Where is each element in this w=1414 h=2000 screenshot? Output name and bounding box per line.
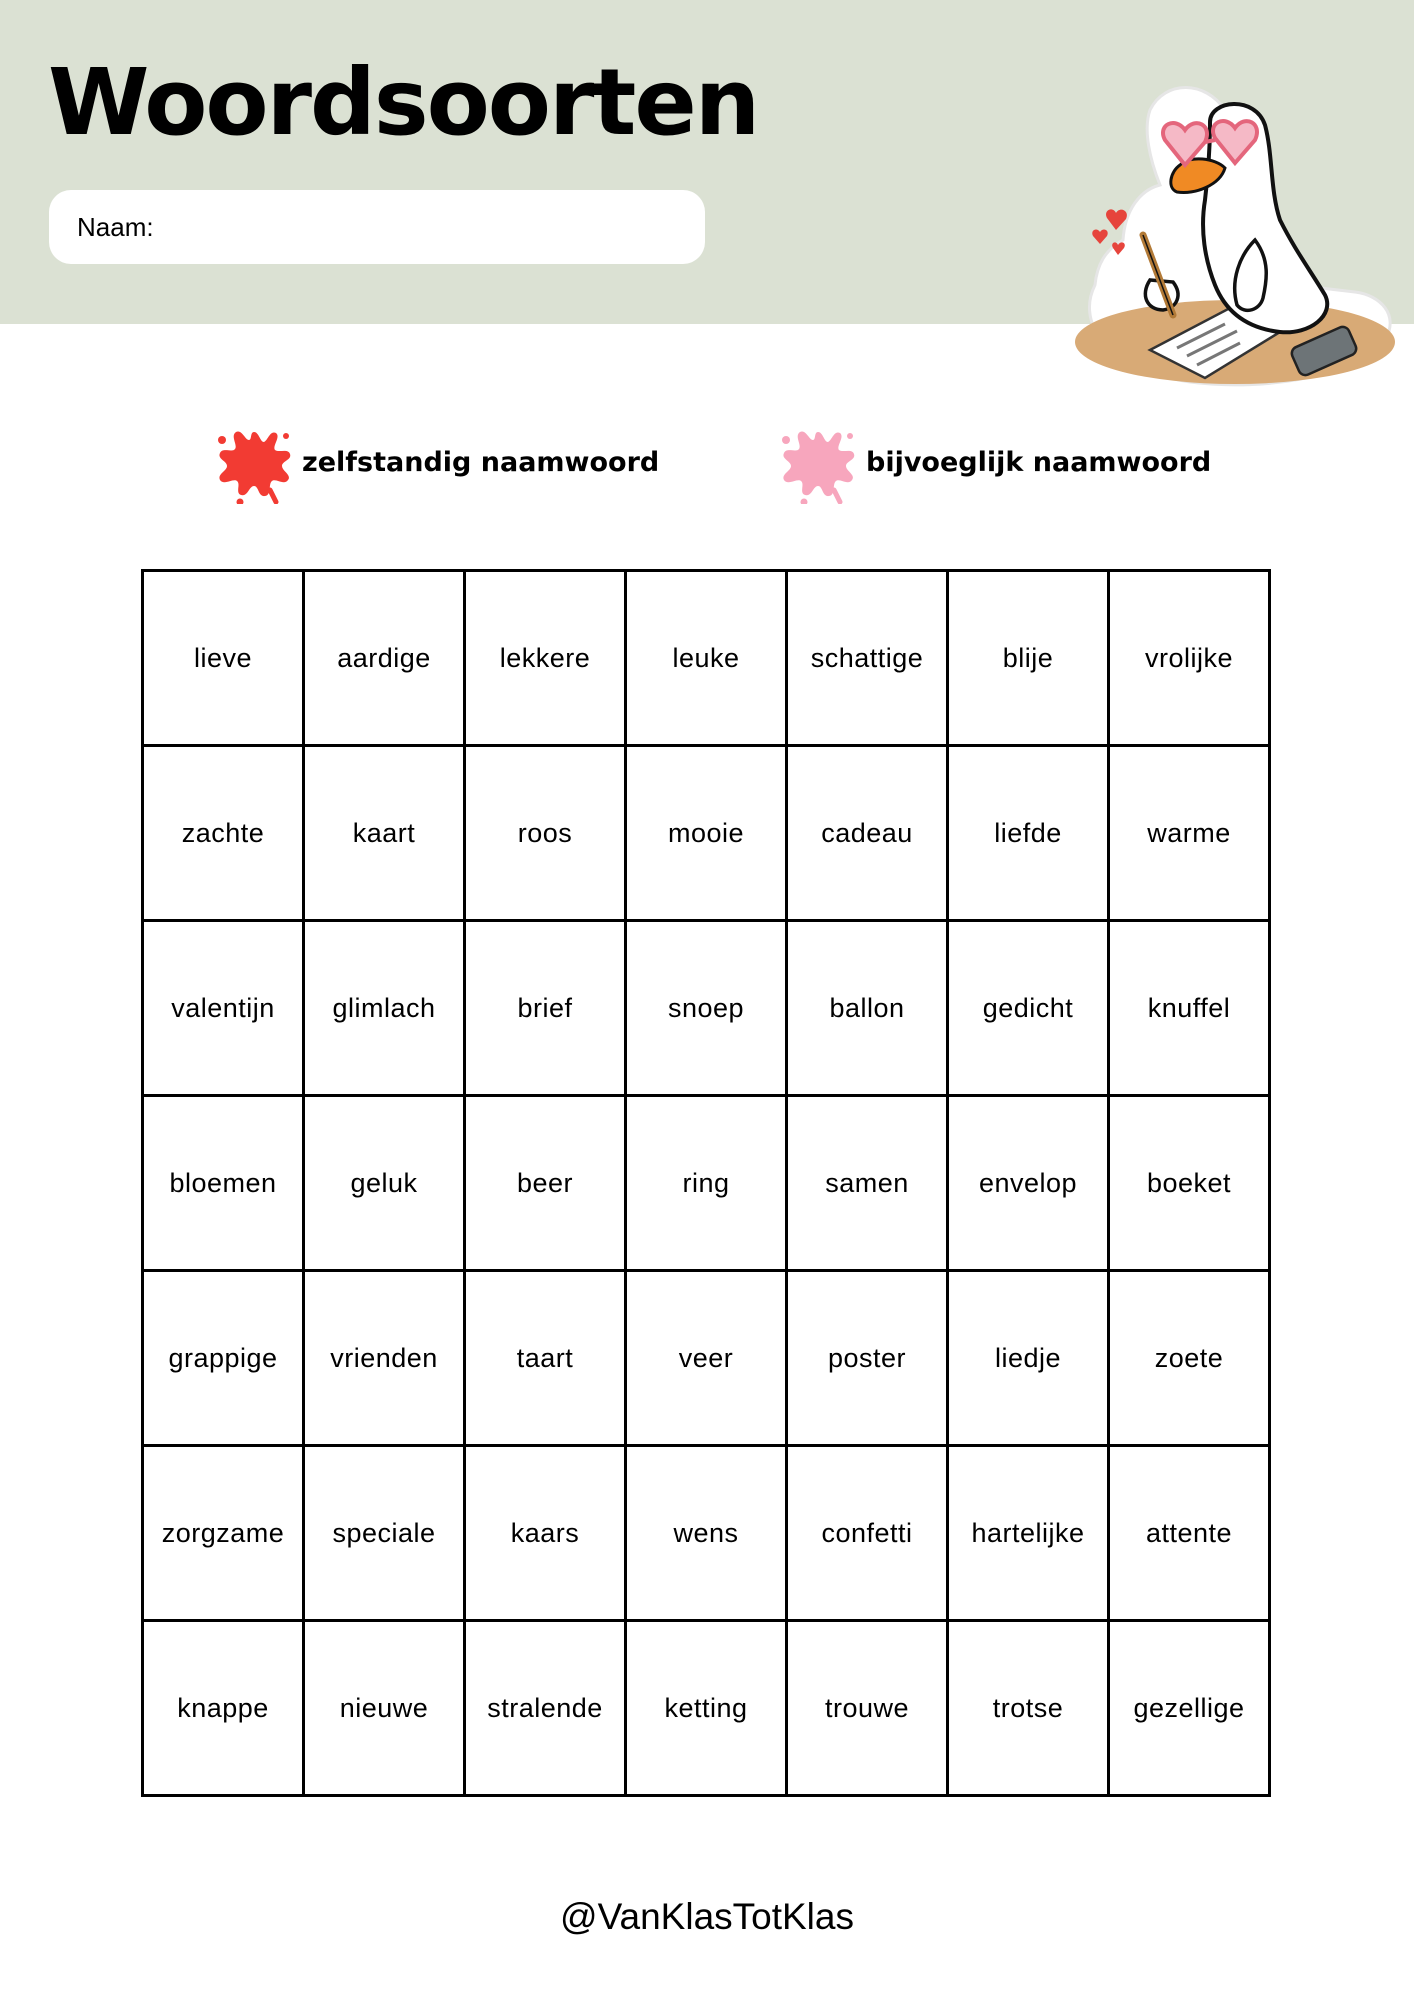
word-cell[interactable]: schattige (788, 572, 949, 747)
name-input[interactable] (164, 196, 705, 258)
legend-noun (212, 420, 659, 504)
word-cell[interactable]: veer (627, 1272, 788, 1447)
word-cell[interactable]: taart (466, 1272, 627, 1447)
word-cell[interactable]: roos (466, 747, 627, 922)
word-cell[interactable]: trouwe (788, 1622, 949, 1797)
word-cell[interactable]: lieve (144, 572, 305, 747)
paint-splat-icon (212, 420, 296, 504)
word-cell[interactable]: stralende (466, 1622, 627, 1797)
footer-handle: @VanKlasTotKlas (560, 1896, 854, 1937)
page-title: Woordsoorten (48, 49, 759, 156)
legend-adjective-label: bijvoeglijk naamwoord (866, 446, 1212, 478)
word-cell[interactable]: cadeau (788, 747, 949, 922)
word-cell[interactable]: poster (788, 1272, 949, 1447)
word-cell[interactable]: leuke (627, 572, 788, 747)
goose-writing-letter-icon (1055, 70, 1414, 410)
legend-noun-label: zelfstandig naamwoord (302, 446, 660, 478)
word-cell[interactable]: liedje (949, 1272, 1110, 1447)
word-cell[interactable]: boeket (1110, 1097, 1271, 1272)
word-grid (141, 569, 1271, 1797)
word-cell[interactable]: beer (466, 1097, 627, 1272)
word-cell[interactable]: bloemen (144, 1097, 305, 1272)
word-cell[interactable]: ring (627, 1097, 788, 1272)
word-cell[interactable]: aardige (305, 572, 466, 747)
legend-adjective (776, 420, 1211, 504)
word-cell[interactable]: knappe (144, 1622, 305, 1797)
word-cell[interactable]: samen (788, 1097, 949, 1272)
word-cell[interactable]: gezellige (1110, 1622, 1271, 1797)
word-cell[interactable]: zachte (144, 747, 305, 922)
word-cell[interactable]: warme (1110, 747, 1271, 922)
word-cell[interactable]: kaart (305, 747, 466, 922)
word-cell[interactable]: mooie (627, 747, 788, 922)
word-cell[interactable]: kaars (466, 1447, 627, 1622)
word-cell[interactable]: trotse (949, 1622, 1110, 1797)
word-cell[interactable]: blije (949, 572, 1110, 747)
name-field-box (49, 190, 705, 264)
word-cell[interactable]: liefde (949, 747, 1110, 922)
word-cell[interactable]: envelop (949, 1097, 1110, 1272)
word-cell[interactable]: attente (1110, 1447, 1271, 1622)
word-cell[interactable]: ketting (627, 1622, 788, 1797)
word-cell[interactable]: gedicht (949, 922, 1110, 1097)
word-cell[interactable]: valentijn (144, 922, 305, 1097)
paint-splat-icon (776, 420, 860, 504)
word-cell[interactable]: lekkere (466, 572, 627, 747)
word-cell[interactable]: brief (466, 922, 627, 1097)
word-cell[interactable]: confetti (788, 1447, 949, 1622)
word-cell[interactable]: vrienden (305, 1272, 466, 1447)
word-cell[interactable]: grappige (144, 1272, 305, 1447)
word-cell[interactable]: zoete (1110, 1272, 1271, 1447)
word-cell[interactable]: knuffel (1110, 922, 1271, 1097)
word-cell[interactable]: hartelijke (949, 1447, 1110, 1622)
name-label: Naam: (77, 211, 154, 242)
word-cell[interactable]: glimlach (305, 922, 466, 1097)
word-cell[interactable]: snoep (627, 922, 788, 1097)
word-cell[interactable]: zorgzame (144, 1447, 305, 1622)
word-cell[interactable]: ballon (788, 922, 949, 1097)
word-cell[interactable]: nieuwe (305, 1622, 466, 1797)
word-cell[interactable]: speciale (305, 1447, 466, 1622)
word-cell[interactable]: vrolijke (1110, 572, 1271, 747)
word-cell[interactable]: wens (627, 1447, 788, 1622)
word-cell[interactable]: geluk (305, 1097, 466, 1272)
